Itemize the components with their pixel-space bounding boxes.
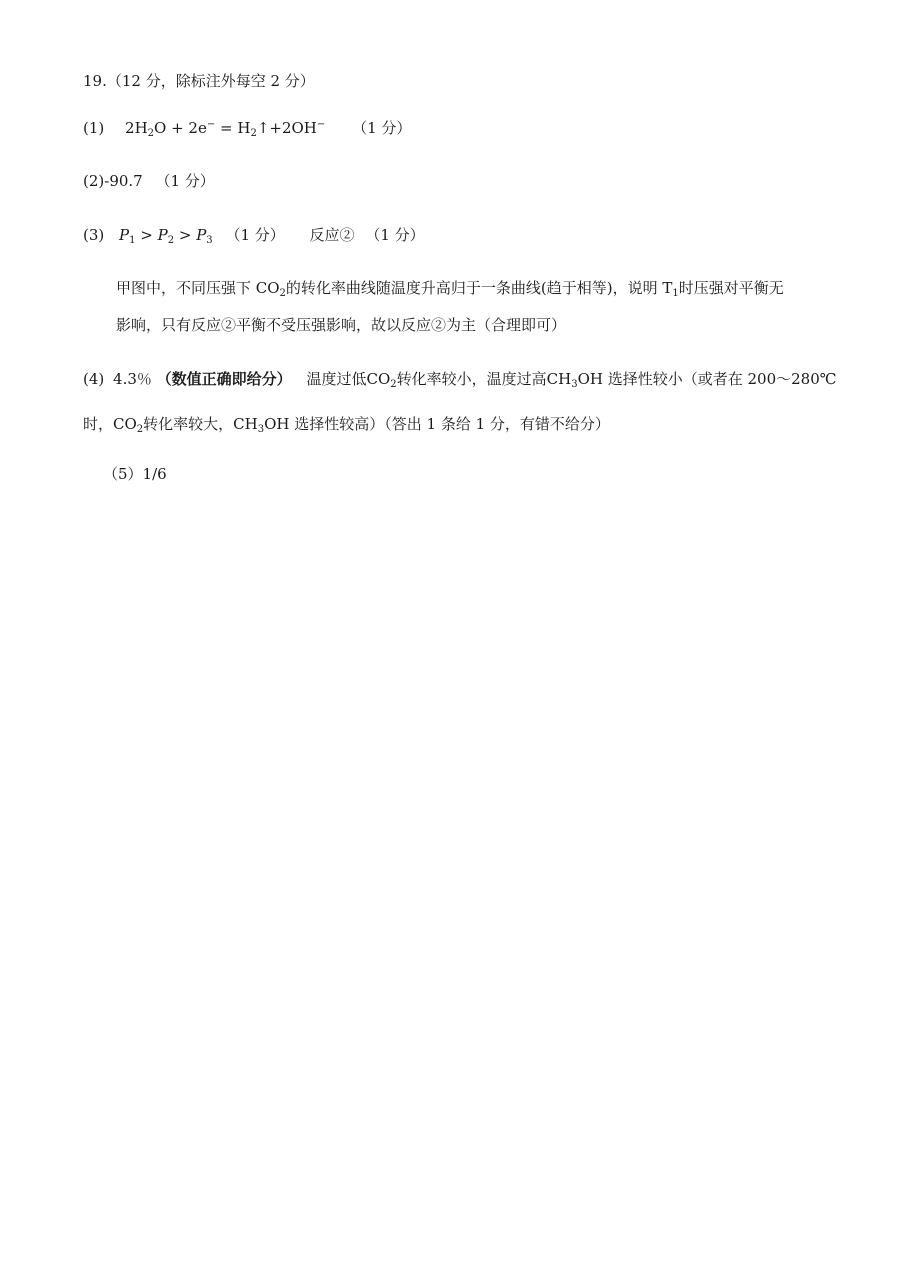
- score-note: （1 分）: [155, 172, 215, 190]
- pressure-order: $P_1 > P_2 > P_3$: [119, 226, 213, 246]
- gas-up-arrow-icon: ↑: [256, 119, 270, 137]
- answer-5: [103, 464, 167, 484]
- equation: $2H_2O + 2e^-$ = $H_2↑+2OH^-$: [125, 119, 326, 139]
- bold-note: （数值正确即给分）: [156, 370, 292, 388]
- answer-value: 1/6: [142, 465, 167, 483]
- explanation-line-2: 影响，只有反应②平衡不受压强影响，故以反应②为主（合理即可）: [116, 316, 567, 334]
- answer-4-continued: 时，$CO_2$转化率较大，$CH_3OH$ 选择性较高）（答出 1 条给 1 分，有错不给分）: [83, 415, 610, 435]
- answer-4: [83, 369, 837, 389]
- answer-label: （5）: [103, 465, 143, 483]
- answer-label: (1): [83, 119, 105, 137]
- answer-1: [83, 118, 411, 138]
- reason-text: 温度过低$CO_2$转化率较小，温度过高$CH_3OH$ 选择性较小（或者在 200～280℃: [306, 370, 837, 390]
- question-heading: [83, 71, 315, 91]
- answer-label: (2): [83, 172, 105, 190]
- score-note: （1 分）: [352, 119, 412, 137]
- score-note: （1 分）: [225, 226, 285, 244]
- reaction-answer: 反应②: [309, 226, 355, 244]
- score-note: （1 分）: [365, 226, 425, 244]
- answer-value: -90.7: [104, 172, 143, 190]
- question-number: 19.: [83, 72, 107, 90]
- answer-2: [83, 171, 215, 191]
- explanation-line-1: 甲图中，不同压强下 $CO_2$的转化率曲线随温度升高归于一条曲线(趋于相等)，说明 $T_1$时压强对平衡无: [116, 279, 784, 299]
- answer-3: [83, 225, 425, 245]
- scoring-note: （12 分，除标注外每空 2 分）: [106, 72, 315, 90]
- answer-label: (4): [83, 370, 105, 388]
- answer-label: (3): [83, 226, 105, 244]
- answer-value: 4.3％: [113, 370, 152, 388]
